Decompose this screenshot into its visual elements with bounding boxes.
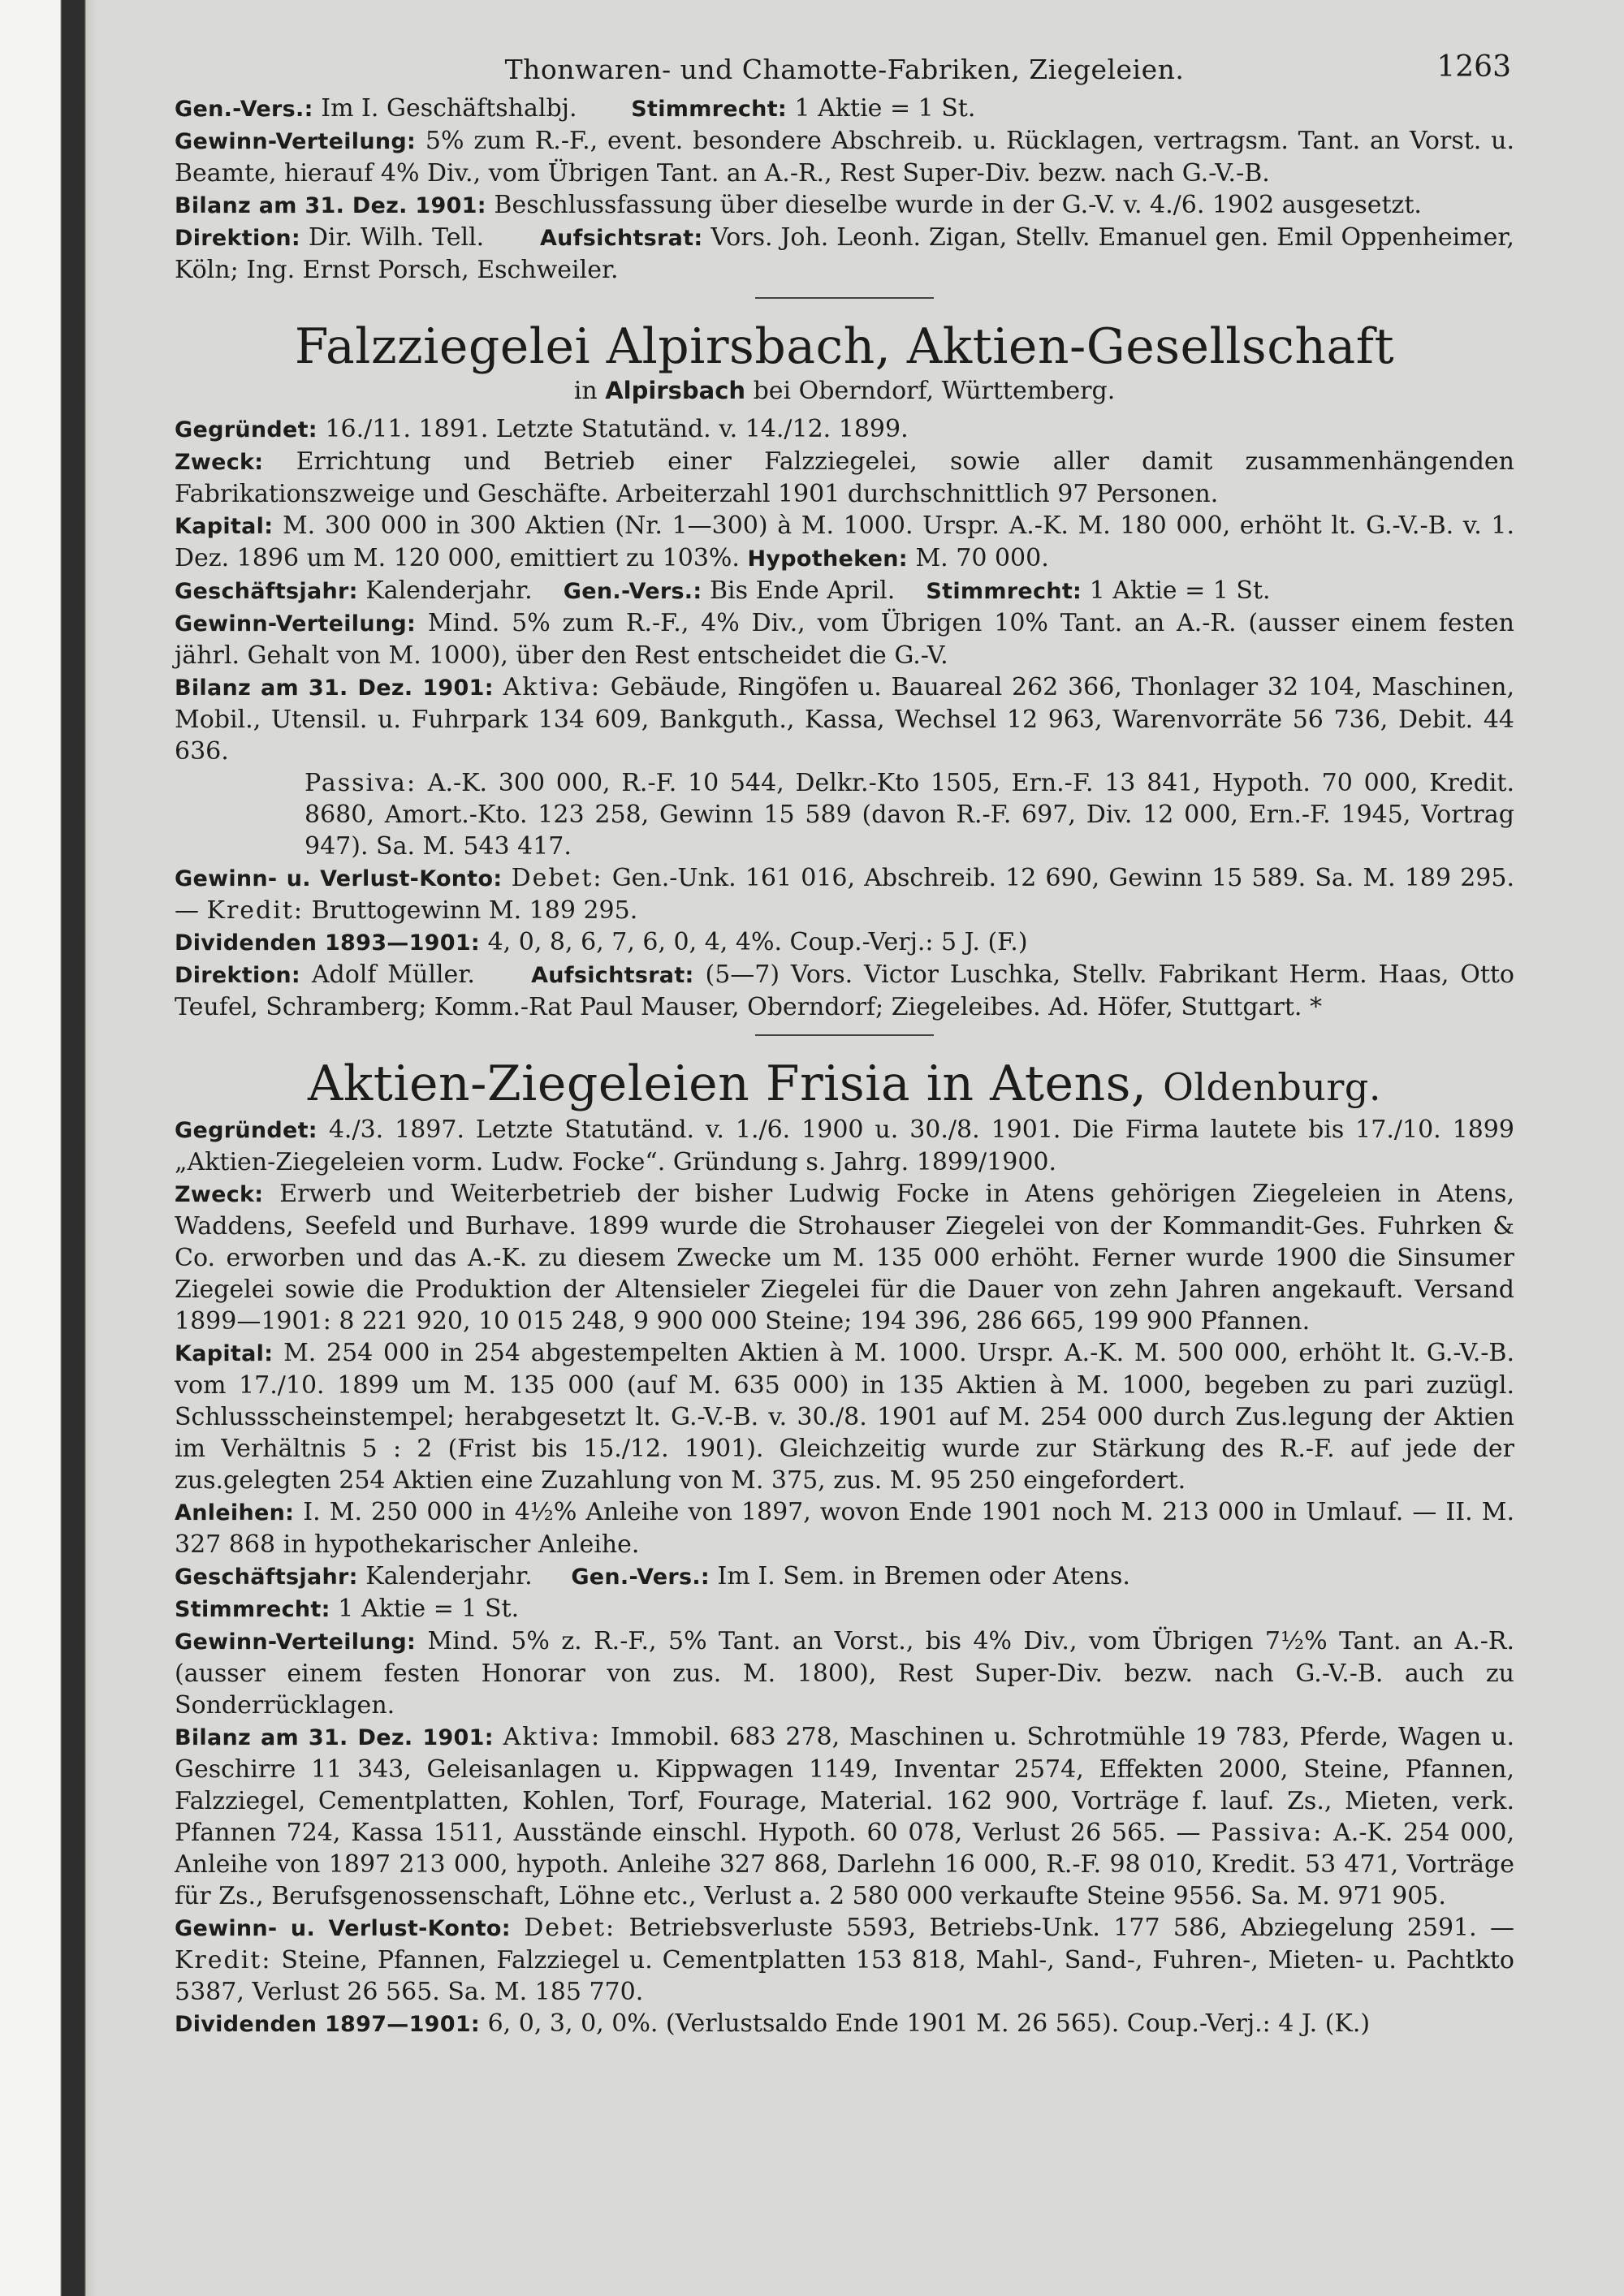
entry-label: Bilanz am 31. Dez. 1901: [175, 675, 494, 701]
entry-text: 6, 0, 3, 0, 0%. (Verlustsaldo Ende 1901 M. 26 565). Coup.-Verj.: 4 J. (K.) [487, 2009, 1371, 2038]
previous-company-entry [175, 93, 1514, 286]
entry-text: 1 Aktie = 1 St. [794, 94, 976, 123]
running-title: Thonwaren- und Chamotte-Fabriken, Ziegeleien. [504, 54, 1185, 85]
entry-line [175, 1560, 1514, 1593]
entry-text: Mind. 5% zum R.-F., 4% Div., vom Übrigen 10% Tant. an A.-R. (ausser einem festen jährl. Gehalt von M. 1000), über den Rest entscheidet die G.-V. [175, 609, 1514, 670]
entry-label: Bilanz am 31. Dez. 1901: [175, 193, 486, 218]
company-entry-frisia [175, 1055, 1514, 2040]
entry-line [175, 1912, 1514, 2008]
entry-text: Bis Ende April. [710, 576, 896, 605]
entry-label: Bilanz am 31. Dez. 1901: [175, 1725, 494, 1750]
entry-line [175, 671, 1514, 767]
entry-label: Direktion: [175, 963, 300, 988]
entry-label: Zweck: [175, 1182, 264, 1207]
entry-text: 16./11. 1891. Letzte Statutänd. v. 14./12. 1899. [325, 415, 909, 443]
entry-label: Stimmrecht: [175, 1597, 330, 1622]
entry-text: A.-K. 254 000, Anleihe von 1897 213 000, hypoth. Anleihe 327 868, Darlehn 16 000, R.-F. 98 010, Kredit. 53 471, Vorträge für Zs., Berufsgenossenschaft, Löhne etc., Verlust a. 2 580 000 verkaufte Steine 9556. Sa. M. 971 905. [175, 1819, 1514, 1910]
book-spine-shadow [0, 0, 96, 2296]
entry-text: Adolf Müller. [311, 960, 475, 989]
entry-line [175, 1496, 1514, 1560]
company-title [175, 1055, 1514, 1112]
entry-text: Steine, Pfannen, Falzziegel u. Cementplatten 153 818, Mahl-, Sand-, Fuhren-, Mieten- u. Pachtkto 5387, Verlust 26 565. Sa. M. 185 770. [175, 1946, 1514, 2006]
entry-subheading: Debet: [524, 1914, 616, 1942]
section-divider [755, 1034, 934, 1036]
entry-label: Gewinn-Verteilung: [175, 1629, 417, 1655]
entry-line [175, 1114, 1514, 1178]
entry-text: Mind. 5% z. R.-F., 5% Tant. an Vorst., bis 4% Div., vom Übrigen 7½% Tant. an A.-R. (ausser einem festen Honorar von zus. M. 1800), Rest Super-Div. bezw. nach G.-V.-B. auch zu Sonderrücklagen. [175, 1627, 1514, 1720]
entry-text: Errichtung und Betrieb einer Falzziegelei, sowie aller damit zusammenhängenden Fabrikationszweige und Geschäfte. Arbeiterzahl 1901 durchschnittlich 97 Personen. [175, 447, 1514, 508]
entry-line [175, 926, 1514, 959]
entry-line [175, 2008, 1514, 2040]
entry-line [175, 222, 1514, 286]
entry-text: Kalenderjahr. [365, 1562, 533, 1590]
entry-line [175, 1625, 1514, 1721]
entry-line [175, 607, 1514, 671]
entry-label: Gen.-Vers.: [175, 97, 313, 122]
entry-line [175, 413, 1514, 446]
entry-text: 4, 0, 8, 6, 7, 6, 0, 4, 4%. Coup.-Verj.: 5 J. (F.) [487, 928, 1028, 956]
entry-line [175, 510, 1514, 575]
entry-line [175, 125, 1514, 189]
entry-subheading: Passiva: [1211, 1819, 1324, 1847]
entry-text: 1 Aktie = 1 St. [338, 1595, 520, 1623]
entry-text: Kalenderjahr. [365, 576, 533, 605]
entry-subheading: Passiva: [304, 769, 417, 797]
entry-label: Aufsichtsrat: [539, 226, 703, 251]
entry-line [175, 1337, 1514, 1496]
entry-line [175, 862, 1514, 926]
entry-label: Stimmrecht: [631, 97, 787, 122]
entry-label: Dividenden 1897—1901: [175, 2012, 481, 2037]
entry-text: 1 Aktie = 1 St. [1089, 576, 1271, 605]
entry-text: Im I. Geschäftshalbj. [321, 94, 577, 123]
entry-subheading: Kredit: [175, 1946, 272, 1974]
document-page [175, 50, 1514, 2040]
section-divider [755, 297, 934, 299]
entry-text: Betriebsverluste 5593, Betriebs-Unk. 177 586, Abziegelung 2591. — [628, 1914, 1514, 1942]
entry-subheading: Kredit: [206, 896, 304, 925]
company-title-region: Oldenburg. [1163, 1065, 1381, 1109]
page-number: 1263 [1436, 50, 1511, 84]
entry-label: Stimmrecht: [926, 579, 1082, 604]
entry-label: Kapital: [175, 1341, 274, 1366]
company-location [175, 377, 1514, 405]
entry-text: A.-K. 300 000, R.-F. 10 544, Delkr.-Kto 1505, Ern.-F. 13 841, Hypoth. 70 000, Kredit. 8680, Amort.-Kto. 123 258, Gewinn 15 589 (davon R.-F. 697, Div. 12 000, Ern.-F. 1945, Vortrag 947). Sa. M. 543 417. [304, 769, 1514, 861]
entry-label: Dividenden 1893—1901: [175, 930, 481, 956]
entry-subheading: Aktiva: [503, 673, 602, 701]
entry-label: Zweck: [175, 450, 264, 475]
entry-label: Gewinn- u. Verlust-Konto: [175, 866, 503, 891]
entry-text: Bruttogewinn M. 189 295. [311, 896, 638, 925]
entry-text: I. M. 250 000 in 4½% Anleihe von 1897, wovon Ende 1901 noch M. 213 000 in Umlauf. — II. M. 327 868 in hypothekarischer Anleihe. [175, 1498, 1514, 1559]
location-prefix: in [573, 377, 598, 405]
entry-line [175, 93, 1514, 125]
entry-text: Immobil. 683 278, Maschinen u. Schrotmühle 19 783, Pferde, Wagen u. Geschirre 11 343, Geleisanlagen u. Kippwagen 1149, Inventar 2574, Effekten 2000, Steine, Pfannen, Falzziegel, Cementplatten, Kohlen, Torf, Fourage, Material. 162 900, Vorträge f. lauf. Zs., Mieten, verk. Pfannen 724, Kassa 1511, Ausstände einschl. Hypoth. 60 078, Verlust 26 565. — [175, 1723, 1514, 1847]
entry-label: Gegründet: [175, 1118, 317, 1143]
entry-text: Gen.-Unk. 161 016, Abschreib. 12 690, Gewinn 15 589. Sa. M. 189 295. — [175, 864, 1515, 925]
entry-line [175, 1178, 1514, 1337]
location-suffix: bei Oberndorf, Württemberg. [753, 377, 1116, 405]
page-header [175, 50, 1514, 93]
entry-text: 5% zum R.-F., event. besondere Abschreib. u. Rücklagen, vertragsm. Tant. an Vorst. u. Beamte, hierauf 4% Div., vom Übrigen Tant. an A.-R., Rest Super-Div. bezw. nach G.-V.-B. [175, 127, 1514, 188]
entry-label: Gegründet: [175, 417, 317, 442]
company-title: Falzziegelei Alpirsbach, Aktien-Gesellschaft [294, 318, 1395, 375]
entry-line [175, 1593, 1514, 1625]
entry-line [175, 1721, 1514, 1912]
entry-line [175, 189, 1514, 222]
entry-label: Hypotheken: [747, 546, 908, 572]
entry-text: Dir. Wilh. Tell. [308, 223, 485, 252]
entry-text: M. 300 000 in 300 Aktien (Nr. 1—300) à M. 1000. Urspr. A.-K. M. 180 000, erhöht lt. G.-V.-B. v. 1. Dez. 1896 um M. 120 000, emittiert zu 103%. [175, 511, 1514, 572]
entry-text: Vors. Joh. Leonh. Zigan, Stellv. Emanuel gen. Emil Oppenheimer, Köln; Ing. Ernst Porsch, Eschweiler. [175, 223, 1514, 284]
entry-subheading: Aktiva: [503, 1723, 602, 1751]
entry-label: Kapital: [175, 514, 274, 539]
location-city: Alpirsbach [605, 377, 746, 404]
entry-label: Gewinn-Verteilung: [175, 611, 417, 637]
entry-label: Gen.-Vers.: [571, 1564, 710, 1590]
entry-label: Anleihen: [175, 1500, 295, 1526]
company-entry-alpirsbach [175, 318, 1514, 1023]
entry-label: Geschäftsjahr: [175, 1564, 358, 1590]
entry-text: Erwerb und Weiterbetrieb der bisher Ludwig Focke in Atens gehörigen Ziegeleien in Atens, Waddens, Seefeld und Burhave. 1899 wurde die Strohauser Ziegelei von der Kommandit-Ges. Fuhrken & Co. erworben und das A.-K. zu diesem Zwecke um M. 135 000 erhöht. Ferner wurde 1900 die Sinsumer Ziegelei sowie die Produktion der Altensieler Ziegelei für die Dauer von zehn Jahren angekauft. Versand 1899—1901: 8 221 920, 10 015 248, 9 900 000 Steine; 194 396, 286 665, 199 900 Pfannen. [175, 1180, 1514, 1336]
entry-text: Im I. Sem. in Bremen oder Atens. [717, 1562, 1130, 1590]
entry-label: Aufsichtsrat: [531, 963, 694, 988]
entry-label: Gen.-Vers.: [563, 579, 702, 604]
company-title-main: Aktien-Ziegeleien Frisia in Atens, [308, 1055, 1147, 1112]
entry-line [175, 767, 1514, 862]
entry-label: Direktion: [175, 226, 300, 251]
entry-label: Gewinn-Verteilung: [175, 129, 417, 154]
entry-label: Gewinn- u. Verlust-Konto: [175, 1916, 511, 1941]
entry-line [175, 575, 1514, 607]
entry-line [175, 446, 1514, 510]
entry-text: M. 254 000 in 254 abgestempelten Aktien à M. 1000. Urspr. A.-K. M. 500 000, erhöht lt. G.-V.-B. vom 17./10. 1899 um M. 135 000 (auf M. 635 000) in 135 Aktien à M. 1000, begeben zu pari zuzügl. Schlussscheinstempel; herabgesetzt lt. G.-V.-B. v. 30./8. 1901 auf M. 254 000 durch Zus.legung der Aktien im Verhältnis 5 : 2 (Frist bis 15./12. 1901). Gleichzeitig wurde zur Stärkung des R.-F. auf jede der zus.gelegten 254 Aktien eine Zuzahlung von M. 375, zus. M. 95 250 eingefordert. [175, 1339, 1514, 1495]
entry-text: Beschlussfassung über dieselbe wurde in der G.-V. v. 4./6. 1902 ausgesetzt. [494, 191, 1422, 219]
entry-subheading: Debet: [511, 864, 603, 892]
entry-label: Geschäftsjahr: [175, 579, 358, 604]
entry-text: (5—7) Vors. Victor Luschka, Stellv. Fabrikant Herm. Haas, Otto Teufel, Schramberg; Komm.-Rat Paul Mauser, Oberndorf; Ziegeleibes. Ad. Höfer, Stuttgart. * [175, 960, 1514, 1021]
entry-text: Gebäude, Ringöfen u. Bauareal 262 366, Thonlager 32 104, Maschinen, Mobil., Utensil. u. Fuhrpark 134 609, Bankguth., Kassa, Wechsel 12 963, Warenvorräte 56 736, Debit. 44 636. [175, 673, 1515, 766]
entry-text: 4./3. 1897. Letzte Statutänd. v. 1./6. 1900 u. 30./8. 1901. Die Firma lautete bis 17./10. 1899 „Aktien-Ziegeleien vorm. Ludw. Focke“. Gründung s. Jahrg. 1899/1900. [175, 1116, 1514, 1176]
entry-line [175, 959, 1514, 1023]
entry-text: M. 70 000. [915, 544, 1049, 572]
